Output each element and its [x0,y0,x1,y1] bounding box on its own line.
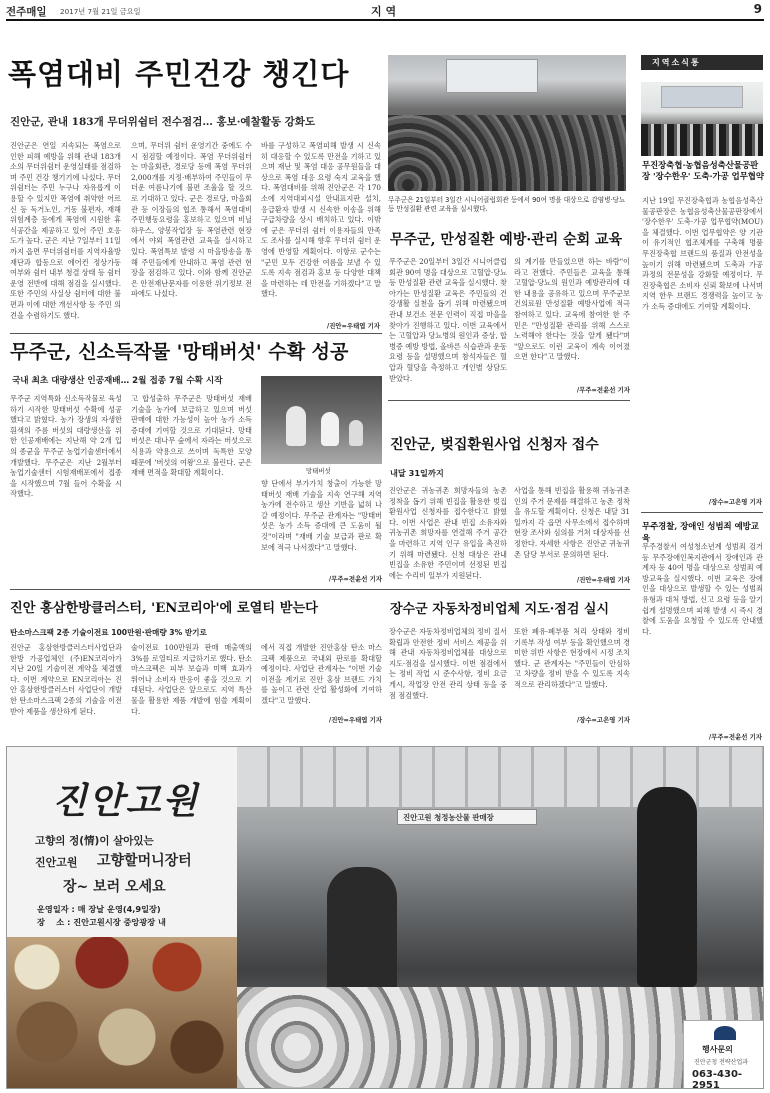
car-headline: 장수군 자동차정비업체 지도·점검 실시 [390,602,610,617]
seminar-photo [388,55,626,191]
car-col-1: 장수군은 자동차정비업체의 정비 질서 확립과 안전한 정비 서비스 제공을 위해 관내 자동차정비업체를 대상으로 지도·점검을 실시했다. 이번 점검에서는 정비 작업 시 준수사항, 정비 요금 게시, 작업장 안전 관리 상태 등을 중점 점검했다. [389,627,507,700]
section-name: 지 역 [371,5,397,18]
cherry-subhead: 내달 31일까지 [390,468,444,478]
sidebar-byline-2: /무주=전윤선 기자 [708,733,762,741]
mou-photo [641,82,763,156]
sponsor-sub: 진안군청 전략산업과 [694,1059,749,1066]
lead-col-2: 으며, 무더위 쉼터 운영기간 중에도 수시 점검할 예정이다. 폭염 무더위쉼터는 마을회관, 경로당 등에 폭염 무더위 2,000개를 지정·배부하여 주민들이 무더운 여름나기에 불편 조율을 할 것으로 기대하고 있다. 군은 경로당, 마을회관 등 이장들의 협조 통해서 폭염대비 주민행동요령을 홍보하고 있으며 비닐하우스, 양봉작업장 등 폭염관련 현장에서 야외 폭염관련 교육을 실시하고 있다. 폭염특보 발령 시 마을방송을 통해 주민들에게 안내하고 폭염 관련 현장을 점검하고 있다. 이와 함께 진안군은 안전재난문자를 이용한 위기정보 전파에도 나섰다. [131,141,252,299]
divider [641,512,763,513]
produce-image [7,937,237,1089]
mushroom-col-1: 무주군 지역특화 신소득작물로 육성하기 시작한 망태버섯 수확에 성공했다고 밝혔다. 농가 장생의 자생한 흰색의 주름 버섯의 대량생산을 위한 인공재배에는 지난해 약 2개 입의 종균을 무주군 농업기술센터에서 개발했다. 무주군은 지난 2월부터 농업기술센터 시험재배포에서 접종을 시작했으며 7월 들어 수확을 시작했다. [10,394,122,499]
ad-line-1: 고향의 정(情)이 살아있는 [35,835,154,847]
ad-logo: 진안고원 [52,780,200,822]
paper-name: 전주매일 [6,6,47,18]
sponsor-phone: 063-430-2951 [692,1069,743,1089]
sidebar-headline-2: 무주경찰, 장애인 성범죄 예방교육 [642,521,759,543]
sidebar-byline: /장수=고은영 기자 [708,498,762,506]
mushroom-headline: 무주군, 신소득작물 '망태버섯' 수확 성공 [10,341,349,363]
award-col-2: 술이전료 100만원과 판매 매출액의 3%를 로열티로 지급하기로 했다. 탄소마스크팩은 피부 보습과 미백 효과가 뛰어나 소비자 반응이 좋을 것으로 기대된다. 사업단은 앞으로도 지역 특산물을 활용한 제품 개발에 힘쓸 계획이다. [131,643,252,716]
market-ad [6,746,764,1089]
issue-date: 2017년 7월 21일 금요일 [60,7,141,16]
car-col-2: 또한 폐유·폐부품 처리 상태와 정비 기록부 작성 여부 등을 확인했으며 경미한 위반 사항은 현장에서 시정 조치했다. 군 관계자는 "주민들이 안심하고 차량을 정비 받을 수 있도록 지속적으로 관리하겠다"고 말했다. [514,627,630,689]
mushroom-subhead: 국내 최초 대량생산 인공재배… 2월 접종 7월 수확 시작 [12,376,223,386]
ad-left-panel [7,747,237,1089]
sponsor-box [683,1020,764,1089]
county-seal-icon [714,1026,736,1040]
cherry-col-1: 진안군은 귀농귀촌 희망자들의 농촌 정착을 돕기 위해 빈집을 활용한 벚집환원사업 신청자를 접수한다고 밝혔다. 이번 사업은 관내 빈집 소유자와 귀농귀촌 희망자를 연결해 주거 공간을 마련하고 지역 인구 유입을 촉진하기 위해 마련됐다. 신청 대상은 관내 빈집을 소유한 주민이며 선정된 빈집에는 수리비 일부가 지원된다. [389,486,507,580]
chronic-col-1: 무주군은 20일부터 3일간 시니어클럽회관 90여 명을 대상으로 고혈압·당뇨 등 만성질환 관련 교육을 실시했다. 찾아가는 만성질환 교육은 주민들의 건강생활 실천을 돕기 위해 마련됐으며 관내 보건소 전문 인력이 직접 마을을 찾아가 진행하고 있다. 이번 교육에서는 고혈압과 당뇨병의 원인과 증상, 합병증 예방 방법, 올바른 식습관과 운동 요령 등을 설명했으며 참석자들은 혈압과 혈당을 측정하고 개인별 상담도 받았다. [389,257,507,383]
ad-line-2a: 진안고원 [35,856,78,869]
mushroom-photo-caption: 망태버섯 [306,467,331,475]
market-sign: 진안고원 청정농산물 판매장 [403,813,494,822]
masthead [6,3,764,19]
seminar-photo-caption: 무주군은 21일부터 3일간 시니어클럽회관 등에서 90여 명을 대상으로 감염병·당뇨 등 만성질환 관련 교육을 실시했다. [388,196,626,213]
lead-headline: 폭염대비 주민건강 챙긴다 [8,57,350,91]
mushroom-photo [261,376,382,464]
ad-line-3: 장~ 보러 오세요 [63,879,166,895]
divider [10,589,630,590]
lead-col-1: 진안군은 연일 지속되는 폭염으로 인한 피해 예방을 위해 관내 183개소의 무더위쉼터 운영실태를 점검하며 주민 건강 챙기기에 나섰다. 무더위쉼터는 주민 누구나 자유롭게 이용할 수 있지만 폭염에 취약한 어르신 등 독거노인, 거동 불편자, 재해위험계층 등에게 폭염에 시원한 휴식공간을 제공하고 있어 주민 호응도가 높다. 군은 지난 7일부터 11일까지 읍면 무더위쉼터를 지역자율방재단과 합동으로 에어컨 정상가동 여부와 쉼터 내부 청결 상태 등 쉼터 운영 전반에 대해 점검을 실시했다. 또한 주민의 사실상 쉼터에 대한 불편과 이에 대한 개선사항 등 주민 의견을 수렴하기도 했다. [10,141,121,320]
cherry-col-2: 사업을 통해 빈집을 활용해 귀농귀촌인의 주거 문제를 해결하고 농촌 정착을 유도할 계획이다. 신청은 내달 31일까지 각 읍면 사무소에서 접수하며 현장 조사와 심의를 거쳐 대상자를 선정한다. 자세한 사항은 진안군 귀농귀촌 담당 부서로 문의하면 된다. [514,486,630,559]
award-subhead: 탄소마스크팩 2종 기술이전료 100만원·판매량 3% 받기로 [10,628,207,637]
award-col-3: 에서 직접 개발한 진안홍삼 탄소 마스크팩 제품으로 국내외 판로를 확대할 예정이다. 사업단 관계자는 "이번 기술이전을 계기로 진안 홍삼 브랜드 가치를 높이고 관련 산업 활성화에 기여하겠다"고 말했다. [261,643,382,705]
ad-line-2b: 고향할머니장터 [97,853,192,869]
page-number: 9 [753,2,762,16]
award-byline: /진안=우태엽 기자 [328,716,382,724]
award-col-1: 진안군 홍삼한방클러스터사업단과 한방 가공업체인 (주)EN코리아가 지난 20일 기술이전 계약을 체결했다. 이번 계약으로 EN코리아는 진안 홍삼한방클러스터 사업단이 개발한 탄소마스크팩 2종의 기술을 이전받아 제품을 생산하게 된다. [10,643,122,716]
sidebar-body-2: 무주경찰서 여성청소년계 성범죄 검거 등 무주장애인복지관에서 장애인과 관계자 등 40여 명을 대상으로 성범죄 예방교육을 실시했다. 이번 교육은 장애인을 대상으로 발생할 수 있는 성범죄 유형과 대처 방법, 신고 요령 등을 알기 쉽게 설명했으며 피해 발생 시 즉시 경찰에 도움을 요청할 수 있도록 안내했다. [642,542,763,636]
lead-subhead: 진안군, 관내 183개 무더위쉼터 전수점검… 홍보·예찰활동 강화도 [10,116,316,128]
chronic-col-2: 의 계기를 만들었으면 하는 바람"이라고 전했다. 주민들은 교육을 통해 고혈압·당뇨의 원인과 예방관리에 대한 내용을 공유하고 있으며 무주군보건의료원 만성질환 예방사업에 적극 참여하고 있다. 교육에 참여한 한 주민은 "만성질환 관리를 위해 스스로 노력해야 한다는 것을 알게 됐다"며 "앞으로도 이런 교육이 계속 이어졌으면 한다"고 말했다. [514,257,630,362]
mushroom-byline: /무주=전윤선 기자 [328,575,382,583]
sidebar-headline: 무진장축협·농협음성축산물공판장 '장수한우' 도축·가공 업무협약 [642,160,764,181]
sponsor-label: 행사문의 [702,1045,733,1054]
sidebar-label: 지역소식통 [652,58,701,67]
chronic-headline: 무주군, 만성질환 예방·관리 순회 교육 [390,232,623,248]
chronic-byline: /무주=전윤선 기자 [576,386,630,394]
car-byline: /장수=고은영 기자 [576,716,630,724]
mushroom-col-3: 향 단에서 부가가치 창출이 가능한 망태버섯 재배 기술을 지속 연구해 지역 농가에 전수하고 생산 기반을 넓혀 나갈 예정이다. 무주군 관계자는 "망태버섯은 농가 소득 증대에 큰 도움이 될 것"이라며 "재배 기술 보급과 판로 확보에 적극 나서겠다"고 말했다. [261,479,382,552]
lead-byline: /진안=우태엽 기자 [326,322,380,330]
lead-col-3: 바를 구성하고 폭염피해 발생 시 신속히 대응할 수 있도록 만전을 기하고 있으며 재난 및 폭염 대응 공무원들을 대상으로 폭염 대응 요령 숙지 교육을 했다. 폭염대비를 위해 진안군은 각 170소에 지역대피시설 안내표지판 설치, 응급환자 발생 시 신속한 이송을 위해 구급차량을 상시 배치하고 있다. 이밖에 군은 무더위 쉼터 이용자들의 만족도 조사를 실시해 향후 무더위 쉼터 운영에 반영할 계획이다. 이항로 군수는 "군민 모두 건강한 여름을 보낼 수 있도록 지속 점검과 홍보 등 다양한 대책을 마련하는 데 만전을 기하겠다"고 말했다. [261,141,381,299]
ad-info-2: 장 소 : 진안고원시장 중앙광장 내 [37,917,166,927]
sidebar-body: 지난 19일 무진장축협과 농협음성축산물공판장은 농협음성축산물공판장에서 '장수한우' 도축·가공 업무협약(MOU)을 체결했다. 이번 업무협약은 양 기관이 유기적인 협조체계를 구축해 명품 무진장축협 브랜드의 품질과 안전성을 높이기 위해 마련됐으며 도축과 가공 과정의 전문성을 강화할 예정이다. 무진장축협은 소비자 신뢰 확보에 나서며 지역 한우 브랜드 경쟁력을 높이고 농가 소득 증대에도 기여할 계획이다. [642,196,763,311]
divider [10,333,382,334]
cherry-byline: /진안=우태엽 기자 [576,576,630,584]
cherry-headline: 진안군, 벚집환원사업 신청자 접수 [390,437,599,453]
ad-info-1: 운영일자 : 매 장날 운영(4,9일장) [37,904,161,914]
award-headline: 진안 홍삼한방클러스터, 'EN코리아'에 로열티 받는다 [10,601,318,616]
mushroom-col-2: 고 합성출하 무주군은 망태버섯 재배 기술을 농가에 보급하고 있으며 버섯 판매에 대한 가능성이 높아 농가 소득 증대에 기여할 것으로 기대된다. 망태버섯은 대나무 숲에서 자라는 버섯으로 식용과 약용으로 쓰이며 독특한 모양 때문에 '버섯의 여왕'으로 불린다. 군은 재배 면적을 확대할 계획이다. [131,394,252,478]
divider [388,400,630,401]
masthead-rule [6,19,764,21]
